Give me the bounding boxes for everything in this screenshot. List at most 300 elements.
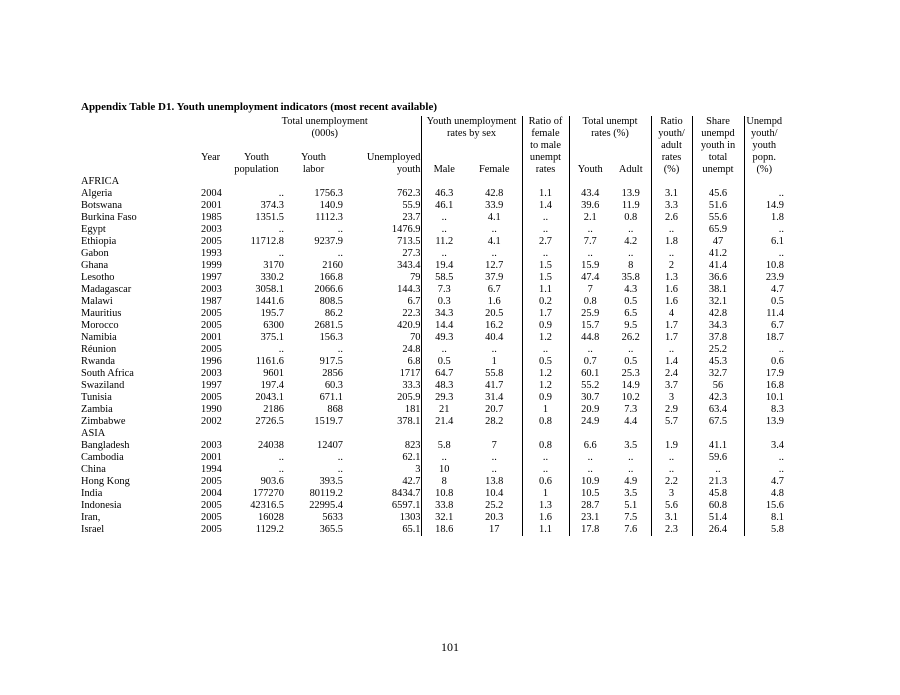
ratio-ya-cell: 5.7: [651, 416, 692, 428]
share-cell: 26.4: [692, 524, 744, 536]
ratio-fm-cell: ..: [522, 464, 569, 476]
adult-cell: ..: [628, 248, 634, 259]
header-ratio-ya-4: rates: [651, 152, 692, 164]
adult-cell: ..: [628, 452, 634, 463]
labor-cell: 86.2: [324, 308, 343, 319]
pop-cell: 2726.5: [255, 416, 284, 427]
female-cell: 17: [489, 524, 500, 535]
male-cell: 64.7: [421, 368, 467, 380]
adult-cell: ..: [628, 224, 634, 235]
female-cell: ..: [491, 464, 497, 475]
popn-cell: 5.8: [744, 524, 784, 536]
share-cell: 32.7: [692, 368, 744, 380]
table-row: [81, 464, 784, 476]
labor-cell: 5633: [322, 512, 343, 523]
ratio-ya-cell: 3.7: [651, 380, 692, 392]
ratio-ya-cell: 2.6: [651, 212, 692, 224]
male-cell: 21: [421, 404, 467, 416]
adult-cell: 11.9: [621, 200, 640, 211]
table-row: [81, 488, 784, 500]
female-cell: 1: [491, 356, 497, 367]
male-cell: 49.3: [421, 332, 467, 344]
table-row: [81, 380, 784, 392]
popn-cell: 23.9: [744, 272, 784, 284]
youth-cell: 7.7: [569, 236, 611, 248]
country-cell: Namibia: [81, 332, 117, 343]
female-cell: ..: [491, 224, 497, 235]
header-row-2: [81, 128, 784, 140]
share-cell: 47: [692, 236, 744, 248]
table-row: [81, 212, 784, 224]
year-cell: 2003: [201, 224, 222, 235]
year-cell: 1996: [201, 356, 222, 367]
share-cell: 51.4: [692, 512, 744, 524]
year-cell: 2005: [201, 344, 222, 355]
header-adult: Adult: [618, 164, 643, 175]
popn-cell: 4.7: [744, 476, 784, 488]
youth-cell: ..: [569, 344, 611, 356]
country-cell: Botswana: [81, 200, 122, 211]
adult-cell: 25.3: [621, 368, 640, 379]
youth-cell: 0.7: [569, 356, 611, 368]
unemp-cell: 22.3: [402, 308, 421, 319]
header-share-5: unempt: [692, 164, 744, 176]
male-cell: 5.8: [421, 440, 467, 452]
year-cell: 2005: [201, 308, 222, 319]
pop-cell: ..: [278, 344, 284, 355]
female-cell: 40.4: [485, 332, 504, 343]
header-youth: Youth: [569, 164, 611, 176]
ratio-fm-cell: 0.9: [522, 320, 569, 332]
country-cell: Rwanda: [81, 356, 116, 367]
country-cell: China: [81, 464, 106, 475]
popn-cell: 13.9: [744, 416, 784, 428]
male-cell: 19.4: [421, 260, 467, 272]
unemp-cell: 1476.9: [391, 224, 421, 235]
header-ratio-fm-5: rates: [522, 164, 569, 176]
header-share: Share: [692, 116, 744, 128]
share-cell: 37.8: [692, 332, 744, 344]
ratio-ya-cell: 1.4: [651, 356, 692, 368]
male-cell: 7.3: [421, 284, 467, 296]
year-cell: 2005: [201, 500, 222, 511]
popn-cell: 6.1: [744, 236, 784, 248]
unemp-cell: 823: [404, 440, 421, 451]
share-cell: 60.8: [692, 500, 744, 512]
unemp-cell: 6.8: [407, 356, 421, 367]
popn-cell: 8.1: [744, 512, 784, 524]
popn-cell: ..: [744, 248, 784, 260]
header-year: Year: [201, 152, 221, 163]
ratio-fm-cell: 0.6: [522, 476, 569, 488]
unemp-cell: 1303: [399, 512, 421, 523]
male-cell: 32.1: [421, 512, 467, 524]
country-cell: Iran,: [81, 512, 101, 523]
ratio-ya-cell: 4: [651, 308, 692, 320]
labor-cell: 868: [327, 404, 343, 415]
ratio-ya-cell: 2.2: [651, 476, 692, 488]
male-cell: ..: [421, 212, 467, 224]
popn-cell: ..: [744, 188, 784, 200]
ratio-fm-cell: 1.2: [522, 380, 569, 392]
labor-cell: 365.5: [319, 524, 343, 535]
adult-cell: 0.5: [624, 296, 638, 307]
year-cell: 2005: [201, 392, 222, 403]
youth-cell: 28.7: [569, 500, 611, 512]
youth-cell: 60.1: [569, 368, 611, 380]
header-youth-rates-by-sex: rates by sex: [421, 128, 522, 140]
header-total-rates-pct: rates (%): [569, 128, 651, 140]
male-cell: 14.4: [421, 320, 467, 332]
pop-cell: ..: [278, 464, 284, 475]
share-cell: 45.3: [692, 356, 744, 368]
ratio-ya-cell: 3: [651, 392, 692, 404]
female-cell: 33.9: [485, 200, 504, 211]
ratio-fm-cell: 1: [522, 404, 569, 416]
female-cell: 37.9: [485, 272, 504, 283]
ratio-fm-cell: 1.2: [522, 332, 569, 344]
header-ratio-ya: Ratio: [651, 116, 692, 128]
share-cell: ..: [692, 464, 744, 476]
country-cell: Zambia: [81, 404, 113, 415]
table-body: [81, 116, 784, 536]
male-cell: ..: [421, 452, 467, 464]
header-unempd-3: youth: [744, 140, 784, 152]
popn-cell: 10.1: [744, 392, 784, 404]
year-cell: 2003: [201, 284, 222, 295]
header-unempd-2: youth/: [744, 128, 784, 140]
popn-cell: ..: [744, 344, 784, 356]
ratio-ya-cell: 1.3: [651, 272, 692, 284]
popn-cell: 0.6: [744, 356, 784, 368]
share-cell: 56: [692, 380, 744, 392]
table-row: [81, 512, 784, 524]
female-cell: 28.2: [485, 416, 504, 427]
male-cell: 11.2: [421, 236, 467, 248]
table-title: Appendix Table D1. Youth unemployment indicators (most recent available): [81, 101, 437, 113]
unemp-cell: 343.4: [397, 260, 421, 271]
youth-cell: 23.1: [569, 512, 611, 524]
ratio-fm-cell: 1.4: [522, 200, 569, 212]
table-row: [81, 440, 784, 452]
unemp-cell: 420.9: [397, 320, 421, 331]
year-cell: 2005: [201, 236, 222, 247]
labor-cell: 671.1: [319, 392, 343, 403]
youth-cell: 43.4: [569, 188, 611, 200]
male-cell: 10: [421, 464, 467, 476]
male-cell: 0.5: [421, 356, 467, 368]
ratio-ya-cell: 3: [651, 488, 692, 500]
pop-cell: 177270: [252, 488, 284, 499]
table-row: [81, 296, 784, 308]
ratio-fm-cell: 0.2: [522, 296, 569, 308]
youth-cell: 47.4: [569, 272, 611, 284]
unemp-cell: 1717: [399, 368, 421, 379]
labor-cell: 80119.2: [309, 488, 343, 499]
year-cell: 2001: [201, 200, 222, 211]
table-row: [81, 404, 784, 416]
header-ratio-fm: Ratio of: [522, 116, 569, 128]
share-cell: 34.3: [692, 320, 744, 332]
popn-cell: 16.8: [744, 380, 784, 392]
adult-cell: 4.4: [624, 416, 638, 427]
adult-cell: 7.3: [624, 404, 638, 415]
share-cell: 59.6: [692, 452, 744, 464]
country-cell: Cambodia: [81, 452, 124, 463]
popn-cell: 0.5: [744, 296, 784, 308]
table-row: [81, 200, 784, 212]
table-row: [81, 344, 784, 356]
ratio-ya-cell: 5.6: [651, 500, 692, 512]
popn-cell: 11.4: [744, 308, 784, 320]
popn-cell: 4.7: [744, 284, 784, 296]
male-cell: 46.1: [421, 200, 467, 212]
header-unempd: Unempd: [744, 116, 784, 128]
labor-cell: 1112.3: [315, 212, 343, 223]
adult-cell: 4.2: [624, 236, 638, 247]
adult-cell: 4.9: [624, 476, 638, 487]
male-cell: 58.5: [421, 272, 467, 284]
male-cell: 21.4: [421, 416, 467, 428]
share-cell: 32.1: [692, 296, 744, 308]
female-cell: 25.2: [485, 500, 504, 511]
pop-cell: 374.3: [260, 200, 284, 211]
year-cell: 1994: [201, 464, 222, 475]
labor-cell: 393.5: [319, 476, 343, 487]
male-cell: ..: [421, 344, 467, 356]
header-youth-labor-2: labor: [302, 164, 325, 175]
unemp-cell: 24.8: [402, 344, 421, 355]
youth-cell: 25.9: [569, 308, 611, 320]
adult-cell: 6.5: [624, 308, 638, 319]
ratio-ya-cell: 3.1: [651, 512, 692, 524]
pop-cell: ..: [278, 248, 284, 259]
labor-cell: 156.3: [319, 332, 343, 343]
popn-cell: 8.3: [744, 404, 784, 416]
male-cell: 0.3: [421, 296, 467, 308]
pop-cell: 42316.5: [250, 500, 284, 511]
table-row: [81, 224, 784, 236]
share-cell: 42.8: [692, 308, 744, 320]
pop-cell: ..: [278, 452, 284, 463]
male-cell: ..: [421, 248, 467, 260]
ratio-ya-cell: 1.8: [651, 236, 692, 248]
header-youth-unemployment-rates: Youth unemployment: [421, 116, 522, 128]
header-unemployed-youth: Unemployed: [366, 152, 421, 163]
ratio-fm-cell: ..: [522, 248, 569, 260]
popn-cell: 3.4: [744, 440, 784, 452]
pop-cell: 6300: [263, 320, 284, 331]
header-row-1: [81, 116, 784, 128]
popn-cell: 15.6: [744, 500, 784, 512]
ratio-fm-cell: 0.5: [522, 356, 569, 368]
labor-cell: 808.5: [319, 296, 343, 307]
table-row: [81, 392, 784, 404]
ratio-fm-cell: 2.7: [522, 236, 569, 248]
youth-cell: 44.8: [569, 332, 611, 344]
youth-cell: 30.7: [569, 392, 611, 404]
unemp-cell: 713.5: [397, 236, 421, 247]
header-share-2: unempd: [692, 128, 744, 140]
table-row: [81, 320, 784, 332]
labor-cell: ..: [337, 224, 343, 235]
country-cell: Zimbabwe: [81, 416, 126, 427]
ratio-ya-cell: 3.1: [651, 188, 692, 200]
header-unemployed-youth-2: youth: [396, 164, 421, 175]
female-cell: ..: [491, 344, 497, 355]
country-cell: Tunisia: [81, 392, 112, 403]
female-cell: 10.4: [485, 488, 504, 499]
labor-cell: 22995.4: [309, 500, 343, 511]
unemp-cell: 762.3: [397, 188, 421, 199]
youth-cell: 24.9: [569, 416, 611, 428]
female-cell: 13.8: [485, 476, 504, 487]
country-cell: Algeria: [81, 188, 113, 199]
year-cell: 2003: [201, 440, 222, 451]
youth-cell: 6.6: [569, 440, 611, 452]
country-cell: Israel: [81, 524, 105, 535]
ratio-fm-cell: 1.3: [522, 500, 569, 512]
header-unempd-5: (%): [744, 164, 784, 176]
ratio-fm-cell: 1: [522, 488, 569, 500]
female-cell: 12.7: [485, 260, 504, 271]
ratio-fm-cell: ..: [522, 224, 569, 236]
country-cell: Egypt: [81, 224, 106, 235]
year-cell: 2001: [201, 452, 222, 463]
youth-cell: 55.2: [569, 380, 611, 392]
adult-cell: 9.5: [624, 320, 638, 331]
female-cell: 41.7: [485, 380, 504, 391]
labor-cell: 2160: [322, 260, 343, 271]
ratio-ya-cell: 2.3: [651, 524, 692, 536]
labor-cell: 9237.9: [314, 236, 343, 247]
header-ratio-fm-2: female: [522, 128, 569, 140]
male-cell: 29.3: [421, 392, 467, 404]
female-cell: 1.6: [487, 296, 501, 307]
unemp-cell: 33.3: [402, 380, 421, 391]
table-row: [81, 368, 784, 380]
unemp-cell: 205.9: [397, 392, 421, 403]
region-row: [81, 176, 784, 188]
popn-cell: 14.9: [744, 200, 784, 212]
ratio-fm-cell: 0.9: [522, 392, 569, 404]
unemp-cell: 8434.7: [391, 488, 421, 499]
female-cell: ..: [491, 248, 497, 259]
year-cell: 2001: [201, 332, 222, 343]
pop-cell: 9601: [263, 368, 284, 379]
youth-cell: 15.7: [569, 320, 611, 332]
header-female: Female: [478, 164, 510, 175]
country-cell: Ethiopia: [81, 236, 117, 247]
ratio-fm-cell: 1.5: [522, 272, 569, 284]
country-cell: South Africa: [81, 368, 134, 379]
share-cell: 51.6: [692, 200, 744, 212]
pop-cell: 1129.2: [255, 524, 284, 535]
pop-cell: 3058.1: [255, 284, 284, 295]
ratio-fm-cell: 0.8: [522, 440, 569, 452]
popn-cell: ..: [744, 224, 784, 236]
male-cell: 46.3: [421, 188, 467, 200]
header-ratio-fm-3: to male: [522, 140, 569, 152]
youth-cell: 10.9: [569, 476, 611, 488]
ratio-ya-cell: ..: [651, 224, 692, 236]
table-row: [81, 260, 784, 272]
pop-cell: 1351.5: [255, 212, 284, 223]
share-cell: 36.6: [692, 272, 744, 284]
pop-cell: 330.2: [260, 272, 284, 283]
country-cell: Indonesia: [81, 500, 122, 511]
adult-cell: 3.5: [624, 440, 638, 451]
share-cell: 67.5: [692, 416, 744, 428]
year-cell: 1987: [201, 296, 222, 307]
unemp-cell: 70: [410, 332, 421, 343]
male-cell: 34.3: [421, 308, 467, 320]
pop-cell: 195.7: [260, 308, 284, 319]
unemp-cell: 42.7: [402, 476, 421, 487]
ratio-fm-cell: ..: [522, 212, 569, 224]
adult-cell: ..: [628, 344, 634, 355]
unemp-cell: 62.1: [402, 452, 421, 463]
country-cell: Swaziland: [81, 380, 125, 391]
country-cell: Réunion: [81, 344, 117, 355]
data-table: [81, 116, 784, 536]
female-cell: 42.8: [485, 188, 504, 199]
female-cell: 16.2: [485, 320, 504, 331]
female-cell: 7: [491, 440, 497, 451]
table-row: [81, 500, 784, 512]
country-cell: Mauritius: [81, 308, 122, 319]
year-cell: 1990: [201, 404, 222, 415]
labor-cell: ..: [337, 248, 343, 259]
header-ratio-ya-5: (%): [651, 164, 692, 176]
page-number: 101: [441, 640, 459, 654]
year-cell: 2004: [201, 188, 222, 199]
pop-cell: 24038: [258, 440, 284, 451]
unemp-cell: 6.7: [407, 296, 421, 307]
table-row: [81, 308, 784, 320]
year-cell: 1993: [201, 248, 222, 259]
share-cell: 65.9: [692, 224, 744, 236]
adult-cell: 10.2: [621, 392, 640, 403]
female-cell: 20.7: [485, 404, 504, 415]
country-cell: Burkina Faso: [81, 212, 137, 223]
pop-cell: 375.1: [260, 332, 284, 343]
popn-cell: ..: [744, 464, 784, 476]
header-youth-labor: Youth: [301, 152, 326, 163]
pop-cell: 3170: [263, 260, 284, 271]
unemp-cell: 6597.1: [391, 500, 421, 511]
country-cell: Morocco: [81, 320, 119, 331]
ratio-fm-cell: 0.8: [522, 416, 569, 428]
labor-cell: 2856: [322, 368, 343, 379]
ratio-ya-cell: 3.3: [651, 200, 692, 212]
pop-cell: ..: [278, 224, 284, 235]
share-cell: 41.1: [692, 440, 744, 452]
popn-cell: 18.7: [744, 332, 784, 344]
youth-cell: 7: [569, 284, 611, 296]
table-row: [81, 476, 784, 488]
male-cell: 18.6: [421, 524, 467, 536]
country-cell: India: [81, 488, 103, 499]
unemp-cell: 79: [410, 272, 421, 283]
table-row: [81, 272, 784, 284]
year-cell: 2005: [201, 524, 222, 535]
ratio-fm-cell: 1.2: [522, 368, 569, 380]
pop-cell: 1161.6: [255, 356, 284, 367]
table-row: [81, 524, 784, 536]
labor-cell: 1756.3: [314, 188, 343, 199]
ratio-ya-cell: 2.4: [651, 368, 692, 380]
